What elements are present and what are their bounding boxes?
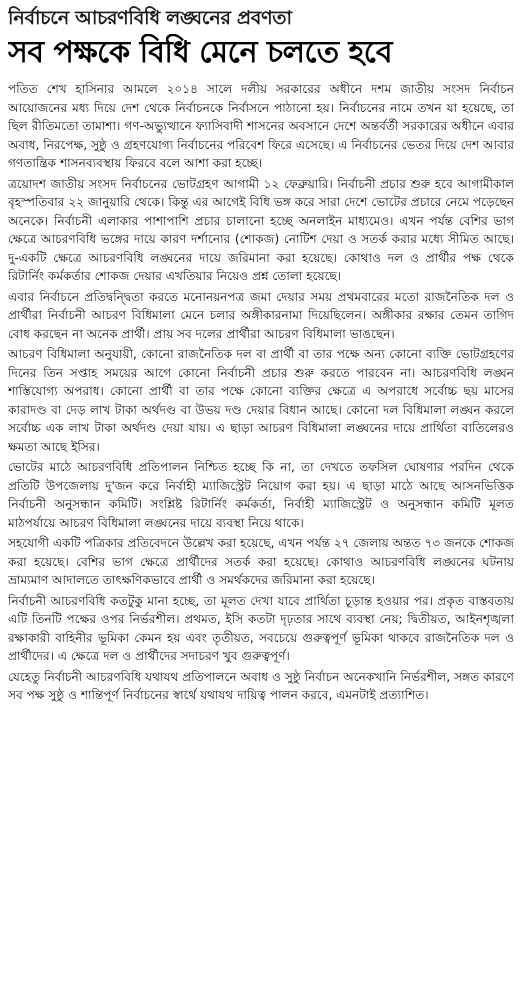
article-paragraph: যেহেতু নির্বাচনী আচরণবিধি যথাযথ প্রতিপালনে অবাধ ও সুষ্ঠু নির্বাচন অনেকখানি নির্ভরশীল, সঙ্গত কারণে সব পক্ষ সুষ্ঠু ও শান্তিপূর্ণ নির্বাচনের স্বার্থে যথাযথ দায়িত্ব পালন করবে, এমনটাই প্রত্যাশিত। (8, 669, 514, 702)
article-body (8, 80, 514, 705)
article-paragraph: নির্বাচনী আচরণবিধি কতটুকু মানা হচ্ছে, তা মূলত দেখা যাবে প্রার্থিতা চূড়ান্ত হওয়ার পর। প্রকৃত বাস্তবতায় এটি তিনটি পক্ষের ওপর নির্ভরশীল। প্রথমত, ইসি কতটা দৃঢ়তার সাথে ব্যবস্থা নেয়; দ্বিতীয়ত, আইনশৃঙ্খলা রক্ষাকারী বাহিনীর ভূমিকা কেমন হয় এবং তৃতীয়ত, সবচেয়ে গুরুত্বপূর্ণ ভূমিকা থাকবে রাজনৈতিক দল ও প্রার্থীদের। এ ক্ষেত্রে দল ও প্রার্থীদের সদাচরণ খুব গুরুত্বপূর্ণ। (8, 593, 514, 663)
article-paragraph: আচরণ বিধিমালা অনুযায়ী, কোনো রাজনৈতিক দল বা প্রার্থী বা তার পক্ষে অন্য কোনো ব্যক্তি ভোটগ্রহণের দিনের তিন সপ্তাহ সময়ের আগে কোনো নির্বাচনী প্রচার শুরু করতে পারবেন না। আচরণবিধি লঙ্ঘন শাস্তিযোগ্য অপরাধ। কোনো প্রার্থী বা তার পক্ষে কোনো ব্যক্তির ক্ষেত্রে এ অপরাধে সর্বোচ্চ ছয় মাসের কারাদণ্ড বা দেড় লাখ টাকা অর্থদণ্ড বা উভয় দণ্ড দেয়ার বিধান আছে। কোনো দল বিধিমালা লঙ্ঘন করলে সর্বোচ্চ এক লাখ টাকা অর্থদণ্ড দেয়া যায়। এ ছাড়া আচরণ বিধিমালা লঙ্ঘনের দায়ে প্রার্থিতা বাতিলেরও ক্ষমতা আছে ইসির। (8, 347, 514, 454)
article-paragraph: সহযোগী একটি পত্রিকার প্রতিবেদনে উল্লেখ করা হয়েছে, এখন পর্যন্ত ২৭ জেলায় অন্তত ৭৩ জনকে শোকজ করা হয়েছে। বেশির ভাগ ক্ষেত্রে প্রার্থীদের সতর্ক করা হয়েছে। কোথাও আচরণবিধি লঙ্ঘনের ঘটনায় ভ্রাম্যমাণ আদালতে তাৎক্ষণিকভাবে প্রার্থী ও সমর্থকদের জরিমানা করা হয়েছে। (8, 536, 514, 587)
article-paragraph: ত্রয়োদশ জাতীয় সংসদ নির্বাচনের ভোটগ্রহণ আগামী ১২ ফেব্রুয়ারি। নির্বাচনী প্রচার শুরু হবে আগামীকাল বৃহস্পতিবার ২২ জানুয়ারি থেকে। কিন্তু এর আগেই বিধি ভঙ্গ করে সারা দেশে ভোটের প্রচারে নেমে পড়েছেন অনেকে। নির্বাচনী এলাকার পাশাপাশি প্রচার চালানো হচ্ছে অনলাইন মাধ্যমেও। এখন পর্যন্ত বেশির ভাগ ক্ষেত্রে আচরণবিধি ভঙ্গের দায়ে কারণ দর্শানোর (শোকজ) নোটিশ দেয়া ও সতর্ক করার মধ্যে সীমিত আছে। দু-একটি ক্ষেত্রে আচরণবিধি লঙ্ঘনের দায়ে জরিমানা করা হয়েছে। কোথাও দল ও প্রার্থীর পক্ষ থেকে রিটার্নিং কর্মকর্তার শোকজ দেয়ার এখতিয়ার নিয়েও প্রশ্ন তোলা হয়েছে। (8, 176, 514, 283)
article-paragraph: এবার নির্বাচনে প্রতিদ্বন্দ্বিতা করতে মনোনয়নপত্র জমা দেয়ার সময় প্রথমবারের মতো রাজনৈতিক দল ও প্রার্থীরা নির্বাচনী আচরণ বিধিমালা মেনে চলার অঙ্গীকারনামা দিয়েছিলেন। অঙ্গীকার রক্ষার তেমন তাগিদ বোধ করছেন না অনেক প্রার্থী। প্রায় সব দলের প্রার্থীরা আচরণ বিধিমালা ভাঙছেন। (8, 289, 514, 341)
editorial-article (8, 6, 514, 987)
article-kicker: নির্বাচনে আচরণবিধি লঙ্ঘনের প্রবণতা (8, 7, 292, 29)
article-paragraph: পতিত শেখ হাসিনার আমলে ২০১৪ সালে দলীয় সরকারের অধীনে দশম জাতীয় সংসদ নির্বাচন আয়োজনের মধ্য দিয়ে দেশ থেকে নির্বাচনকে নির্বাসনে পাঠানো হয়। নির্বাচনের নামে তখন যা হয়েছে, তা ছিল রীতিমতো তামাশা। গণ-অভ্যুত্থানে ফ্যাসিবাদী শাসনের অবসানে দেশে অন্তর্বর্তী সরকারের অধীনে এবার অবাধ, নিরপেক্ষ, সুষ্ঠু ও গ্রহণযোগ্য নির্বাচনের পরিবেশ ফিরে এসেছে। এ নির্বাচনের ভেতর দিয়ে দেশ আবার গণতান্ত্রিক শাসনব্যবস্থায় ফিরবে বলে আশা করা হচ্ছে। (8, 82, 514, 170)
article-paragraph: ভোটের মাঠে আচরণবিধি প্রতিপালন নিশ্চিত হচ্ছে কি না, তা দেখতে তফসিল ঘোষণার পরদিন থেকে প্রতিটি উপজেলায় দু'জন করে নির্বাহী ম্যাজিস্ট্রেট নিয়োগ করা হয়। এ ছাড়া মাঠে আছে আসনভিত্তিক নির্বাচনী অনুসন্ধান কমিটি। সংশ্লিষ্ট রিটার্নিং কর্মকর্তা, নির্বাহী ম্যাজিস্ট্রেট ও অনুসন্ধান কমিটি মূলত মাঠপর্যায়ে আচরণ বিধিমালা লঙ্ঘনের দায়ে ব্যবস্থা নিয়ে থাকে। (8, 460, 514, 530)
article-headline: সব পক্ষকে বিধি মেনে চলতে হবে (8, 35, 393, 70)
